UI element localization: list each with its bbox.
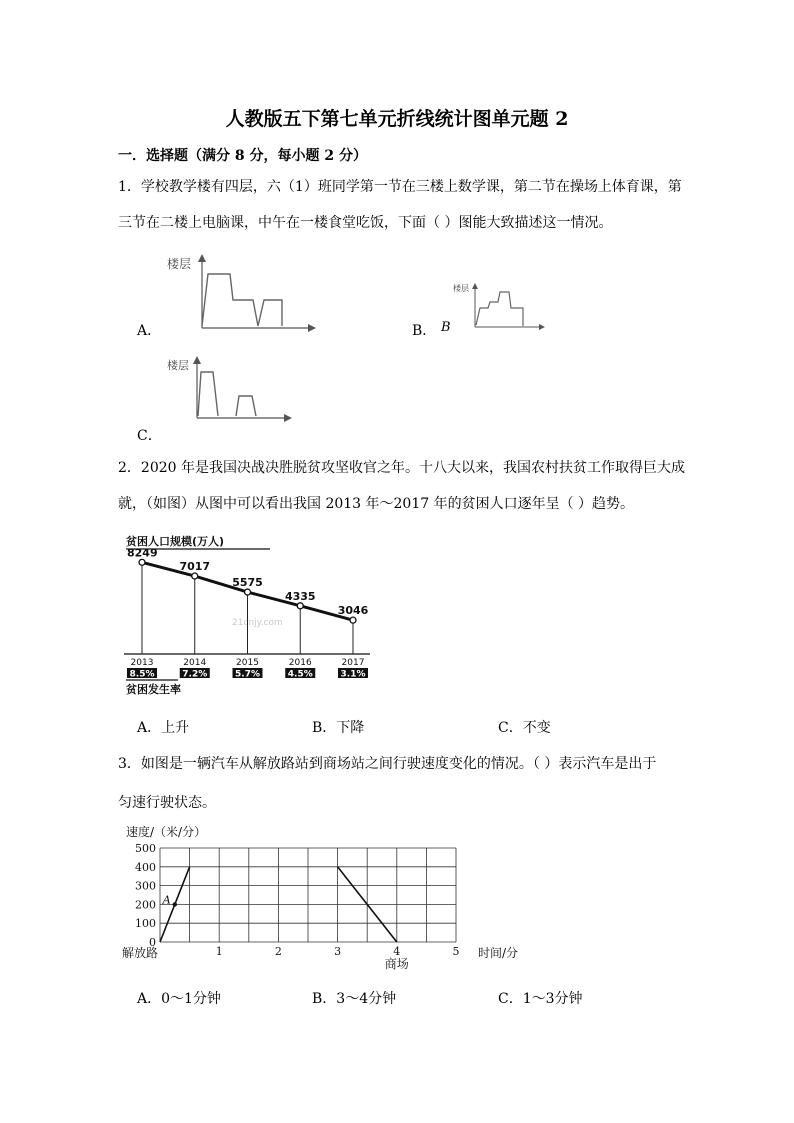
y-tick-label: 0 (149, 936, 156, 949)
data-label: 3046 (337, 604, 369, 618)
section-heading: 一．选择题（满分 8 分，每小题 2 分） (118, 148, 367, 164)
x-start-label: 解放路 (122, 946, 159, 960)
data-point (139, 559, 145, 565)
point-a-label: A (162, 893, 171, 907)
q1-text-line1: 1．学校教学楼有四层，六（1）班同学第一节在三楼上数学课，第二节在操场上体育课，第 (118, 179, 682, 195)
rate-label-value: 5.7% (235, 669, 260, 680)
chart-title: 贫困人口规模(万人) (126, 535, 225, 548)
x-end-label: 商场 (384, 957, 409, 971)
speed-chart (118, 822, 528, 972)
poverty-chart (122, 530, 374, 698)
rate-label-value: 8.5% (129, 669, 155, 680)
q2-text-line1: 2．2020 年是我国决战决胜脱贫攻坚收官之年。十八大以来，我国农村扶贫工作取得巨大成 (118, 460, 685, 476)
x-tick-label: 2 (274, 945, 282, 958)
q1-option-c[interactable]: C． (137, 428, 162, 444)
x-tick-label: 2014 (183, 658, 207, 668)
q2-option-a[interactable]: A．上升 (137, 720, 190, 736)
x-tick-label: 2017 (341, 658, 365, 668)
q1-option-b[interactable]: B． (412, 323, 437, 339)
point-a-marker (173, 902, 177, 906)
q1-graph-b (450, 280, 550, 332)
q1-graph-a (160, 250, 320, 335)
q2-option-c[interactable]: C．不变 (498, 720, 551, 736)
y-tick-label: 500 (135, 842, 156, 855)
data-point (192, 573, 198, 579)
y-tick-label: 300 (135, 879, 156, 893)
rate-label-value: 7.2% (182, 669, 208, 680)
q3-option-a[interactable]: A．0～1分钟 (137, 991, 221, 1007)
data-point (297, 603, 303, 609)
rate-label: 贫困发生率 (126, 683, 181, 696)
page-title: 人教版五下第七单元折线统计图单元题 2 (225, 108, 569, 130)
data-label: 7017 (179, 560, 211, 574)
q1-graph-c-ylabel: 楼层 (167, 359, 189, 372)
q3-option-c[interactable]: C．1～3分钟 (498, 991, 583, 1007)
x-tick-label: 4 (393, 945, 401, 958)
y-tick-label: 200 (135, 898, 156, 912)
q2-option-b[interactable]: B．下降 (312, 720, 365, 736)
y-tick-label: 100 (135, 917, 156, 931)
q1-graph-c (160, 352, 295, 424)
y-tick-label: 400 (135, 860, 156, 874)
q3-text-line2: 匀速行驶状态。 (118, 795, 216, 811)
q1-option-a[interactable]: A． (137, 323, 162, 339)
x-tick-label: 5 (452, 945, 460, 958)
y-axis-label: 速度/（米/分） (126, 825, 207, 839)
rate-label-value: 3.1% (340, 669, 366, 680)
data-point (350, 617, 356, 623)
q1-option-b-mark: B (441, 320, 451, 335)
q3-option-b[interactable]: B．3～4分钟 (312, 991, 397, 1007)
data-label: 8249 (127, 546, 158, 560)
x-tick-label: 2015 (236, 658, 259, 668)
x-tick-label: 3 (334, 945, 342, 958)
data-label: 4335 (284, 589, 316, 603)
data-label: 5575 (232, 576, 263, 590)
x-tick-label: 1 (215, 945, 223, 958)
q3-text-line1: 3．如图是一辆汽车从解放路站到商场站之间行驶速度变化的情况。（ ）表示汽车是出于 (118, 756, 657, 772)
q1-graph-a-ylabel: 楼层 (167, 257, 192, 271)
rate-label-value: 4.5% (287, 669, 313, 680)
q1-graph-b-ylabel: 楼层 (453, 284, 469, 293)
x-tick-label: 2016 (288, 658, 312, 668)
q2-text-line2: 就，（如图）从图中可以看出我国 2013 年～2017 年的贫困人口逐年呈（ ）趋势。 (118, 496, 635, 512)
chart-watermark: 21cnjy.com (232, 618, 283, 628)
q1-text-line2: 三节在二楼上电脑课，中午在一楼食堂吃饭，下面（ ）图能大致描述这一情况。 (118, 215, 613, 231)
data-point (245, 589, 251, 595)
x-axis-label: 时间/分 (478, 946, 519, 960)
x-tick-label: 2013 (130, 658, 154, 668)
